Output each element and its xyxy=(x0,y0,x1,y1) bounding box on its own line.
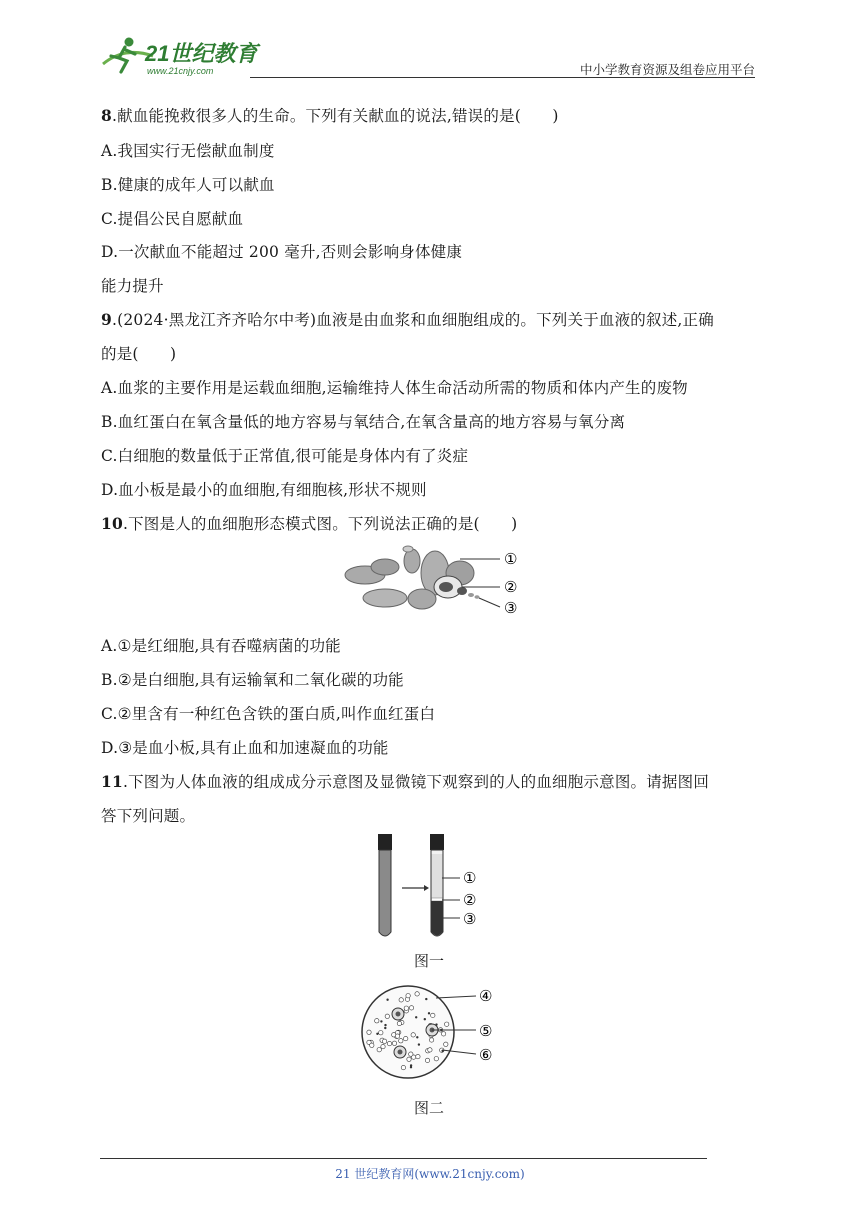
red-cell-bottom-left xyxy=(363,589,407,607)
red-cell xyxy=(429,1038,433,1042)
platelet xyxy=(410,1066,412,1068)
red-cell xyxy=(392,1041,396,1045)
platelet xyxy=(425,998,427,1000)
microscope-figure xyxy=(360,984,500,1084)
platelet-1 xyxy=(468,593,474,597)
q11-stem xyxy=(101,770,709,792)
red-cell xyxy=(444,1042,448,1046)
q10-number: 10 xyxy=(101,514,123,533)
platelet xyxy=(387,999,389,1001)
red-cell xyxy=(387,1041,391,1045)
q9-option-b: B.血红蛋白在氧含量低的地方容易与氧结合,在氧含量高的地方容易与氧分离 xyxy=(101,413,626,431)
red-cell xyxy=(415,992,419,996)
logo-url: www.21cnjy.com xyxy=(147,66,214,76)
q9-stem xyxy=(101,308,714,330)
q8-stem-text: .献血能挽救很多人的生命。下列有关献血的说法,错误的是( ) xyxy=(112,107,559,125)
red-cell xyxy=(381,1044,385,1048)
tube-label-2: ② xyxy=(463,891,477,909)
q11-number: 11 xyxy=(101,772,123,791)
fig-label-3: ③ xyxy=(504,599,518,617)
tube-label-1: ① xyxy=(463,869,477,887)
red-cell xyxy=(441,1032,445,1036)
micro-line-4 xyxy=(436,996,476,998)
q10-stem xyxy=(101,512,517,534)
tube1-cap xyxy=(378,834,392,850)
tube-label-3: ③ xyxy=(463,910,477,928)
red-cell xyxy=(370,1043,374,1047)
micro-label-6: ⑥ xyxy=(479,1046,493,1064)
fig-label-1: ① xyxy=(504,550,518,568)
platelet xyxy=(415,1016,417,1018)
red-cell xyxy=(379,1031,383,1035)
test-tube-figure xyxy=(372,832,490,944)
red-cell xyxy=(431,1013,435,1017)
label-line-3 xyxy=(479,598,500,607)
q9-option-a: A.血浆的主要作用是运载血细胞,运输维持人体生命活动所需的物质和体内产生的废物 xyxy=(101,379,688,397)
q9-stem-cont: 的是( ) xyxy=(101,345,177,363)
red-cell xyxy=(397,1021,401,1025)
fig-label-2: ② xyxy=(504,578,518,596)
q9-option-d: D.血小板是最小的血细胞,有细胞核,形状不规则 xyxy=(101,481,427,499)
logo-icon xyxy=(95,30,265,78)
platelet xyxy=(384,1027,386,1029)
platelet-top xyxy=(403,546,413,552)
red-cell xyxy=(404,1006,408,1010)
red-cell xyxy=(406,994,410,998)
red-cell xyxy=(409,1006,413,1010)
q8-option-d: D.一次献血不能超过 200 毫升,否则会影响身体健康 xyxy=(101,243,463,261)
red-cell xyxy=(404,1036,408,1040)
q10-option-d: D.③是血小板,具有止血和加速凝血的功能 xyxy=(101,739,389,757)
platelet xyxy=(377,1033,379,1035)
platelet xyxy=(416,1036,418,1038)
figure2-caption: 图二 xyxy=(414,1099,445,1117)
red-cell xyxy=(401,1065,405,1069)
q10-option-b: B.②是白细胞,具有运输氧和二氧化碳的功能 xyxy=(101,671,404,689)
red-cell xyxy=(407,1057,411,1061)
q10-option-c: C.②里含有一种红色含铁的蛋白质,叫作血红蛋白 xyxy=(101,705,436,723)
q9-number: 9 xyxy=(101,310,112,329)
page-header xyxy=(95,30,755,78)
q9-stem-text: .(2024·黑龙江齐齐哈尔中考)血液是由血浆和血细胞组成的。下列关于血液的叙述,正确 xyxy=(112,311,714,329)
q8-option-b: B.健康的成年人可以献血 xyxy=(101,176,275,194)
red-cell xyxy=(445,1022,449,1026)
micro-label-4: ④ xyxy=(479,987,493,1005)
red-cell xyxy=(425,1058,429,1062)
q11-stem-text: .下图为人体血液的组成成分示意图及显微镜下观察到的人的血细胞示意图。请据图回 xyxy=(122,773,710,791)
q11-stem-cont: 答下列问题。 xyxy=(101,807,196,825)
white-cell-3-nucleus xyxy=(398,1050,403,1055)
platform-name: 中小学教育资源及组卷应用平台 xyxy=(579,62,755,77)
tube1-body xyxy=(379,850,391,936)
figure1-caption: 图一 xyxy=(414,952,445,970)
plasma-layer xyxy=(432,854,443,898)
red-cell-mid xyxy=(408,589,436,609)
q8-number: 8 xyxy=(101,106,112,125)
red-cell xyxy=(375,1019,379,1023)
q10-stem-text: .下图是人的血细胞形态模式图。下列说法正确的是( ) xyxy=(122,515,518,533)
footer-rule xyxy=(100,1158,707,1159)
red-cell xyxy=(428,1048,432,1052)
platelet xyxy=(418,1044,420,1046)
q10-option-a: A.①是红细胞,具有吞噬病菌的功能 xyxy=(101,637,341,655)
red-cell xyxy=(367,1030,371,1034)
red-cell-top xyxy=(404,549,420,573)
platelet xyxy=(381,1021,383,1023)
red-cell-upper xyxy=(371,559,399,575)
buffy-layer xyxy=(432,898,443,901)
q9-option-c: C.白细胞的数量低于正常值,很可能是身体内有了炎症 xyxy=(101,447,469,465)
red-cell xyxy=(409,1052,413,1056)
section-heading: 能力提升 xyxy=(101,277,164,295)
red-cell xyxy=(411,1033,415,1037)
white-cell-nucleus xyxy=(439,582,453,592)
red-cell xyxy=(377,1048,381,1052)
red-cell xyxy=(399,1039,403,1043)
micro-label-5: ⑤ xyxy=(479,1022,493,1040)
footer-text: 21 世纪教育网(www.21cnjy.com) xyxy=(335,1167,525,1181)
red-cell xyxy=(399,998,403,1002)
white-cell-1-nucleus xyxy=(396,1012,401,1017)
blood-cell-figure xyxy=(340,543,526,621)
tube2-cap xyxy=(430,834,444,850)
q8-option-a: A.我国实行无偿献血制度 xyxy=(101,142,275,160)
q8-stem xyxy=(101,104,559,126)
logo-text: 21世纪教育 xyxy=(145,41,258,66)
platelet xyxy=(424,1018,426,1020)
red-cell xyxy=(385,1014,389,1018)
red-cell xyxy=(395,1034,399,1038)
red-cell xyxy=(434,1057,438,1061)
red-cell xyxy=(382,1039,386,1043)
arrow-head xyxy=(424,885,429,891)
platelet xyxy=(428,1012,430,1014)
red-cell xyxy=(416,1054,420,1058)
platelet-2 xyxy=(475,595,480,599)
white-cell-nucleus-lobe xyxy=(457,587,467,595)
platelet xyxy=(385,1024,387,1026)
q8-option-c: C.提倡公民自愿献血 xyxy=(101,210,244,228)
red-cell-layer xyxy=(432,901,443,936)
